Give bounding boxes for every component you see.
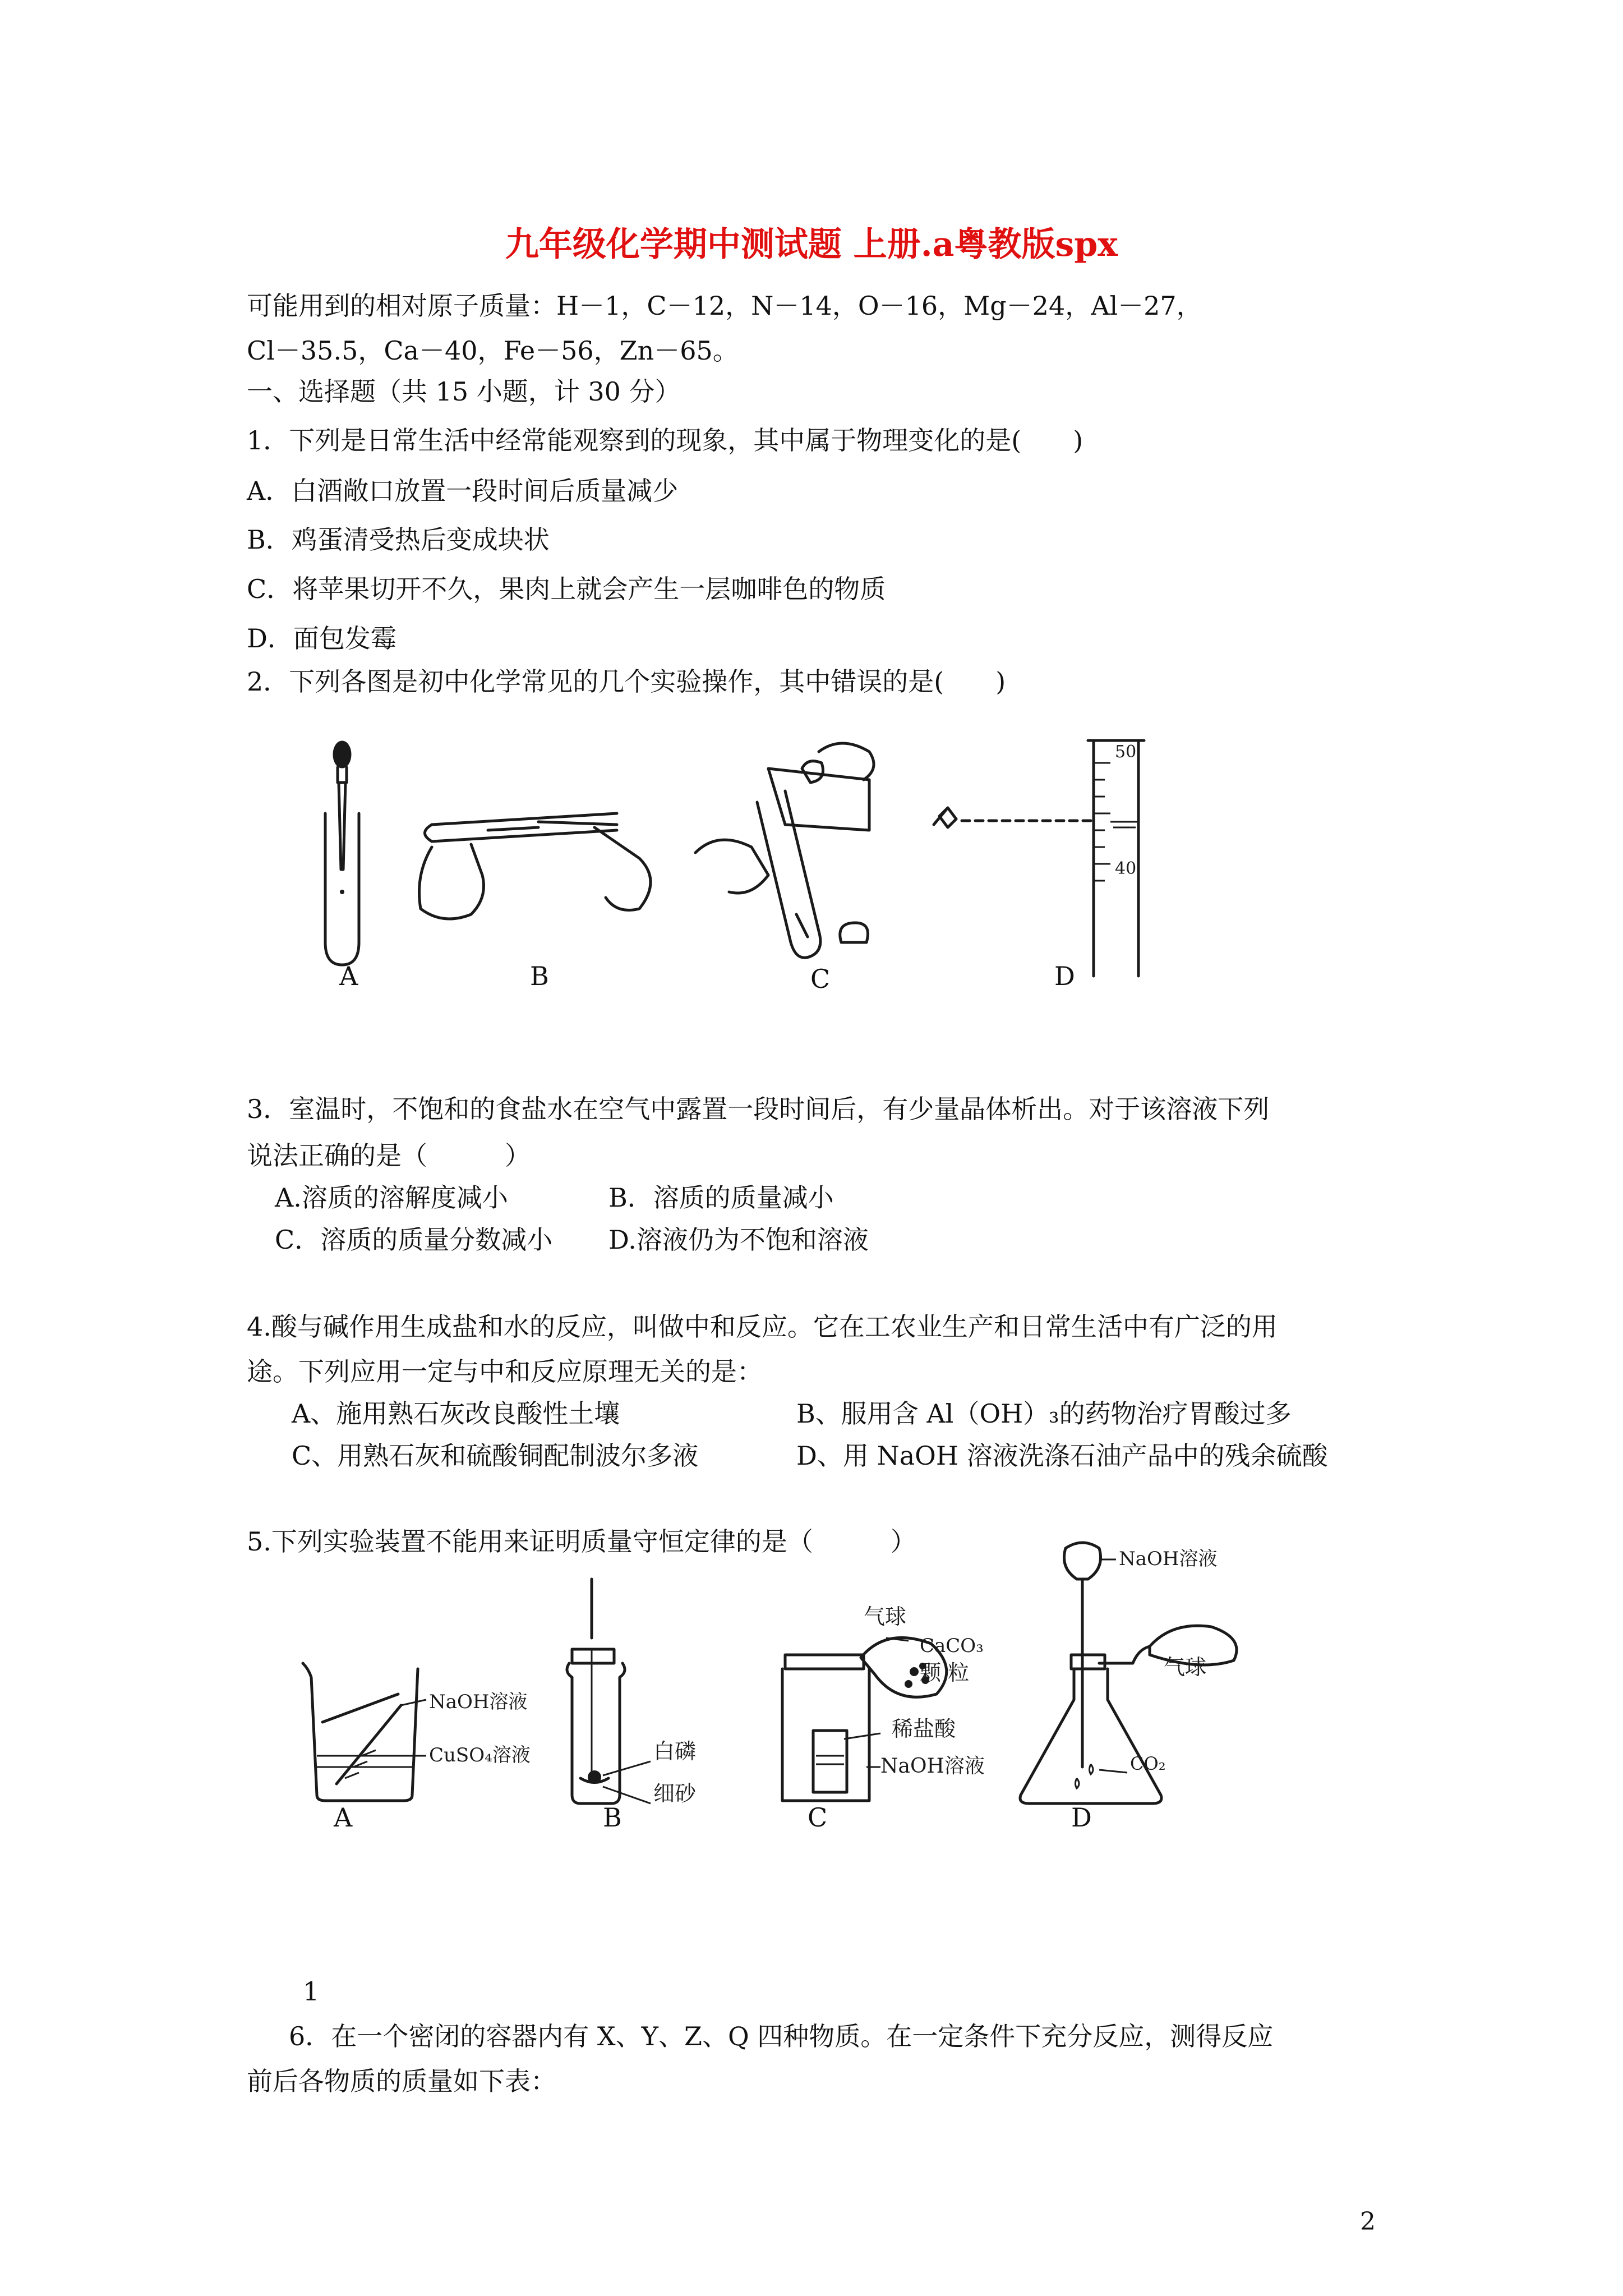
q5-label-d: D bbox=[1071, 1802, 1092, 1833]
q2-cyl-label-bottom: 40 bbox=[1115, 859, 1137, 878]
q5-figure-b-jar bbox=[567, 1579, 697, 1806]
q2-label-b: B bbox=[530, 961, 549, 991]
q4-stem-line-2: 途。下列应用一定与中和反应原理无关的是： bbox=[247, 1356, 763, 1387]
q1-stem: 1．下列是日常生活中经常能观察到的现象，其中属于物理变化的是( ) bbox=[247, 425, 1083, 455]
q3-stem-line-1: 3．室温时，不饱和的食盐水在空气中露置一段时间后，有少量晶体析出。对于该溶液下列 bbox=[247, 1094, 1270, 1124]
q5-label-a: A bbox=[334, 1802, 353, 1833]
q3-option-c: C．溶质的质量分数减小 bbox=[275, 1225, 553, 1255]
q5-figure-d-flask bbox=[1020, 1543, 1237, 1803]
q6-stem-line-2: 前后各物质的质量如下表： bbox=[247, 2066, 556, 2096]
q4-stem-line-1: 4.酸与碱作用生成盐和水的反应，叫做中和反应。它在工农业生产和日常生活中有广泛的用 bbox=[247, 1312, 1278, 1342]
section-heading: 一、选择题（共 15 小题，计 30 分） bbox=[247, 376, 681, 407]
q2-label-d: D bbox=[1054, 961, 1075, 991]
q3-stem-line-2: 说法正确的是（ ） bbox=[247, 1140, 531, 1171]
q2-figure-b-hands-tube bbox=[419, 813, 651, 919]
q5-label-b: B bbox=[603, 1802, 622, 1833]
q5-label-c: C bbox=[808, 1802, 828, 1833]
q5-a-cuso4-label: CuSO₄溶液 bbox=[429, 1744, 531, 1766]
q5-c-hcl-label: 稀盐酸 bbox=[892, 1717, 956, 1741]
q5-c-balloon-label: 气球 bbox=[864, 1604, 907, 1629]
q5-d-naoh-label: NaOH溶液 bbox=[1119, 1548, 1218, 1570]
q1-option-b: B．鸡蛋清受热后变成块状 bbox=[247, 524, 550, 555]
q2-cyl-label-top: 50 bbox=[1115, 742, 1137, 762]
q2-figure-d-cylinder-reading bbox=[934, 740, 1144, 976]
q2-label-a: A bbox=[339, 961, 358, 991]
q5-apparatus-figure bbox=[292, 1537, 1312, 1829]
q4-option-b: B、服用含 Al（OH）₃的药物治疗胃酸过多 bbox=[796, 1398, 1292, 1429]
q5-c-grain-label: 颗 粒 bbox=[920, 1660, 970, 1685]
atomic-mass-line-2: Cl－35.5，Ca－40，Fe－56，Zn－65。 bbox=[247, 335, 739, 366]
page-mark: 1 bbox=[303, 1976, 320, 2007]
q5-figure-c-jar-balloon bbox=[782, 1604, 985, 1801]
q5-d-co2-label: CO₂ bbox=[1130, 1753, 1166, 1774]
q1-option-a: A．白酒敞口放置一段时间后质量减少 bbox=[247, 476, 679, 506]
q2-lab-operations-figure bbox=[303, 729, 1178, 999]
q6-stem-line-1: 6．在一个密闭的容器内有 X、Y、Z、Q 四种物质。在一定条件下充分反应，测得反应 bbox=[289, 2021, 1274, 2051]
q5-c-caco3-label: CaCO₃ bbox=[920, 1635, 984, 1657]
q5-c-naoh-label: NaOH溶液 bbox=[880, 1755, 985, 1778]
q5-b-phosphorus-label: 白磷 bbox=[653, 1739, 697, 1764]
atomic-mass-line-1: 可能用到的相对原子质量：H－1，C－12，N－14，O－16，Mg－24，Al－27， bbox=[247, 291, 1202, 321]
page-title: 九年级化学期中测试题 上册.a粤教版spx bbox=[505, 225, 1118, 264]
q1-option-c: C．将苹果切开不久，果肉上就会产生一层咖啡色的物质 bbox=[247, 574, 886, 604]
q2-figure-a-dropper bbox=[325, 742, 359, 965]
q2-stem: 2．下列各图是初中化学常见的几个实验操作，其中错误的是( ) bbox=[247, 666, 1006, 697]
q5-d-balloon-label: 气球 bbox=[1164, 1655, 1207, 1680]
q4-option-d: D、用 NaOH 溶液洗涤石油产品中的残余硫酸 bbox=[796, 1441, 1328, 1471]
q5-b-sand-label: 细砂 bbox=[653, 1781, 697, 1806]
q5-a-naoh-label: NaOH溶液 bbox=[429, 1691, 528, 1713]
q4-option-c: C、用熟石灰和硫酸铜配制波尔多液 bbox=[292, 1441, 699, 1471]
q4-option-a: A、施用熟石灰改良酸性土壤 bbox=[292, 1398, 620, 1429]
q5-stem: 5.下列实验装置不能用来证明质量守恒定律的是（ ） bbox=[247, 1526, 916, 1557]
q3-option-b: B．溶质的质量减小 bbox=[608, 1182, 834, 1213]
q1-option-d: D．面包发霉 bbox=[247, 623, 396, 654]
q3-option-d: D.溶液仍为不饱和溶液 bbox=[608, 1225, 869, 1255]
q2-figure-c-pouring bbox=[695, 743, 874, 958]
q5-figure-a-beaker bbox=[303, 1663, 531, 1801]
q2-label-c: C bbox=[810, 964, 831, 994]
q3-option-a: A.溶质的溶解度减小 bbox=[275, 1182, 508, 1213]
page-number: 2 bbox=[1360, 2207, 1376, 2236]
